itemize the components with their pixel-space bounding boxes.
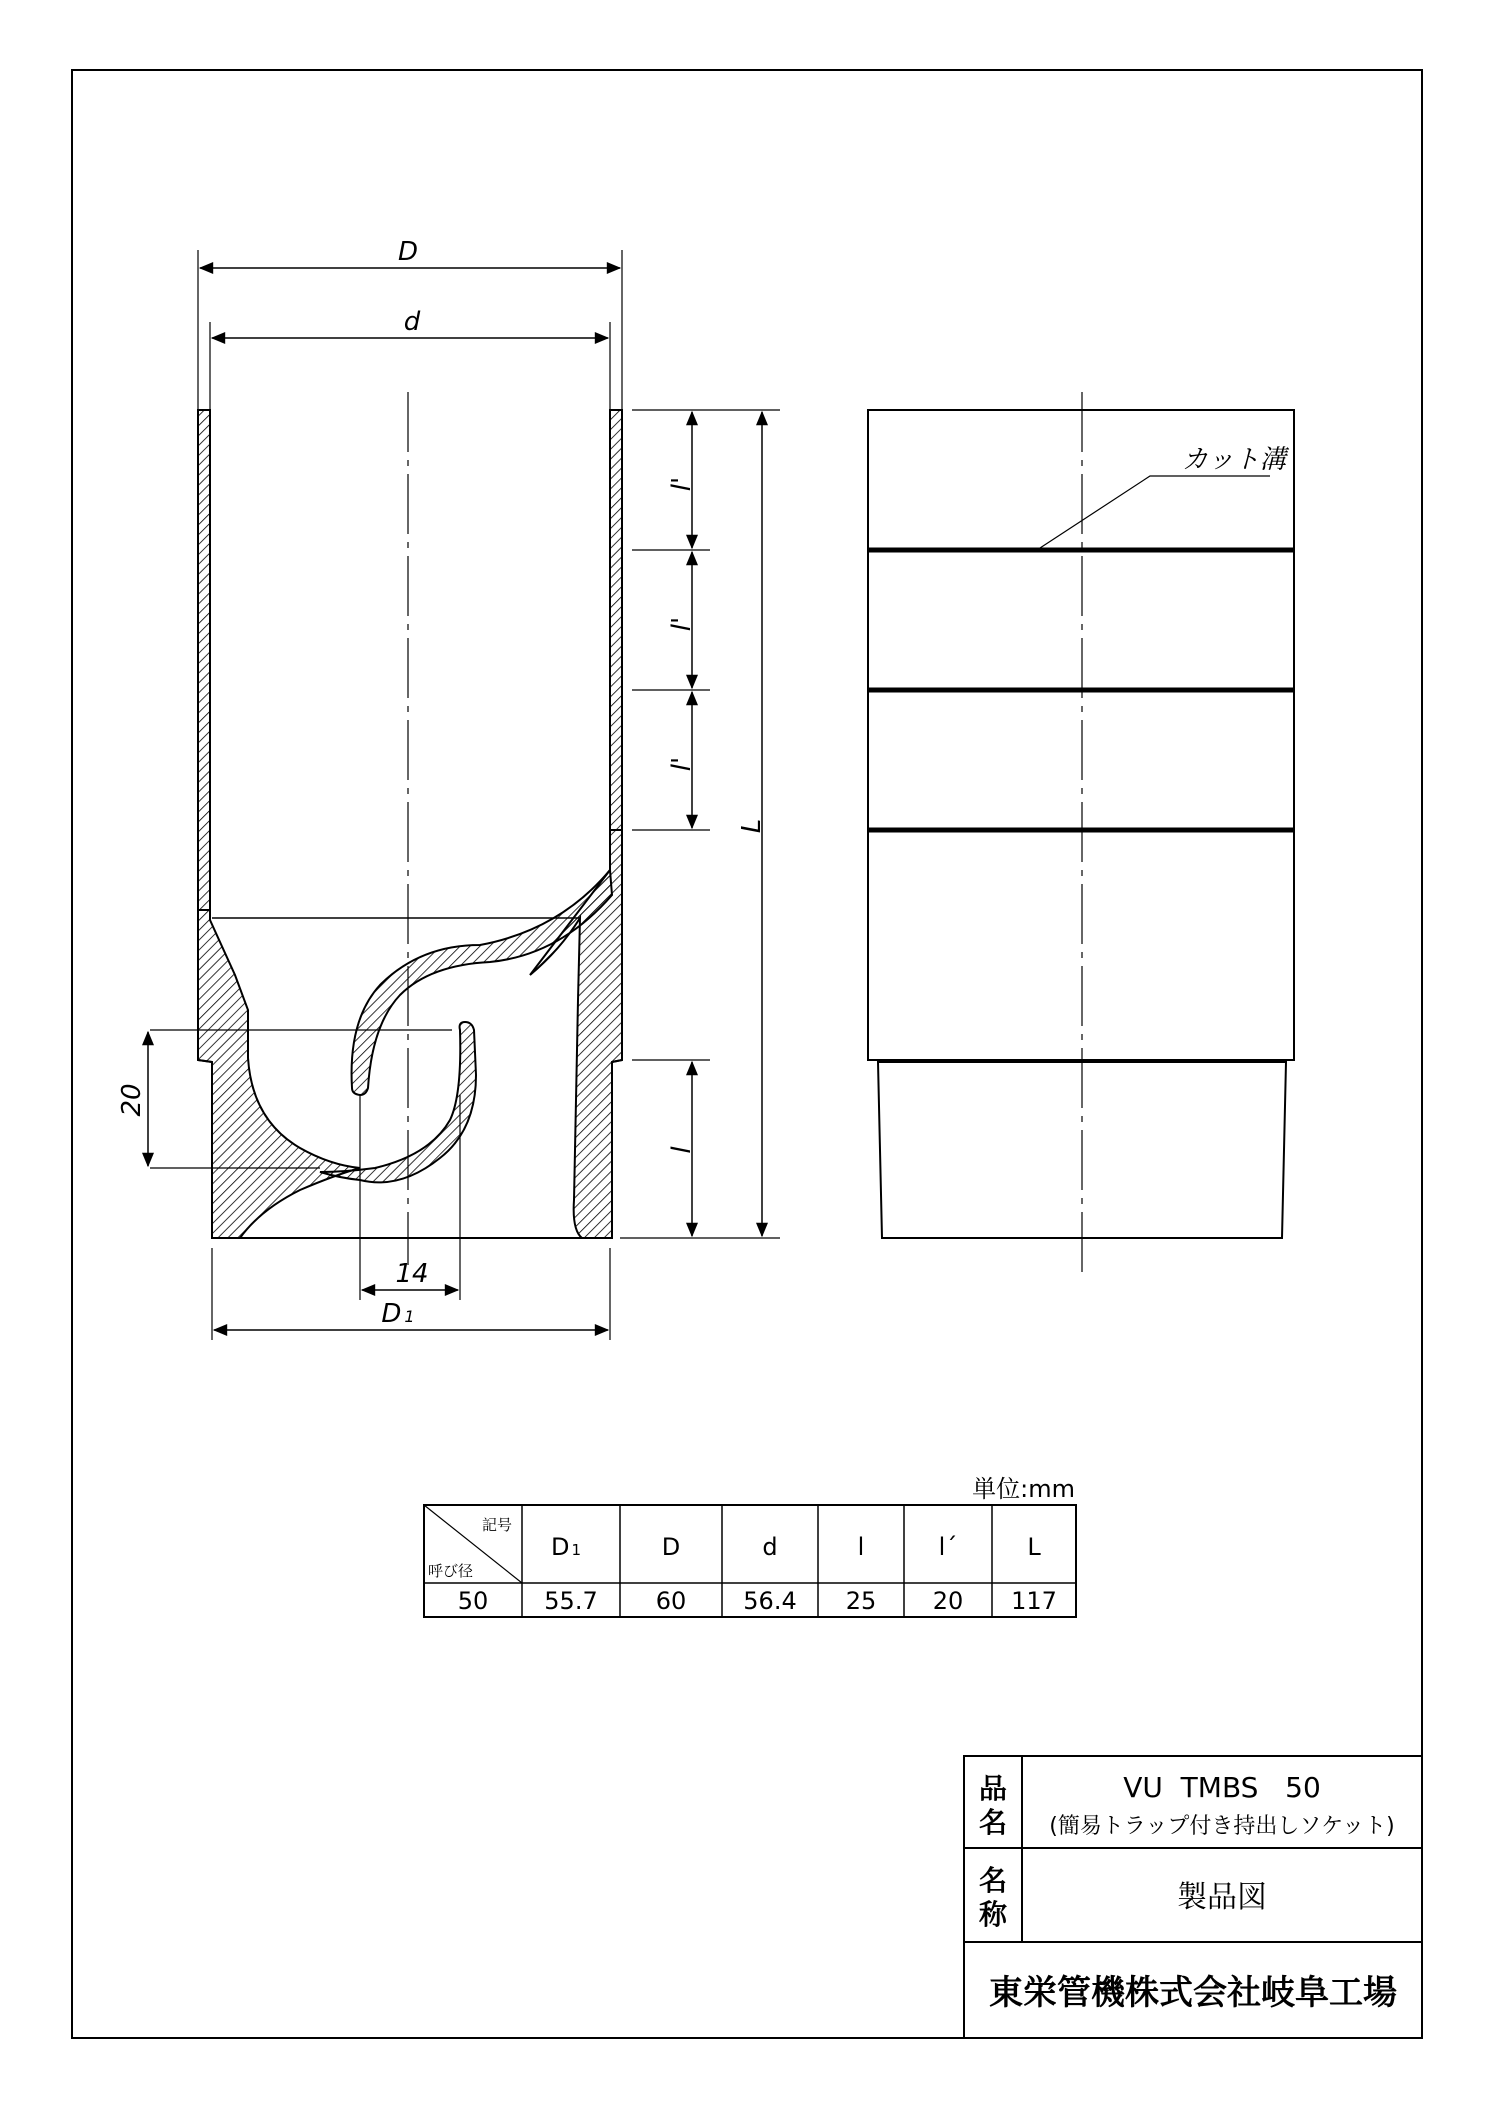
product-name: VU TMBS 50 [1123, 1771, 1321, 1804]
trap-baffle [352, 870, 612, 1095]
row-value-D1: 55.7 [544, 1587, 598, 1615]
header-D1: D 1 [550, 1533, 582, 1561]
dim-lprime1-label: l' [667, 476, 697, 492]
dim-d-label: d [403, 307, 421, 337]
header-d: d [762, 1533, 778, 1561]
trap-bowl [320, 1022, 476, 1182]
cut-groove-label: カット溝 [1182, 445, 1286, 475]
title-block [964, 1756, 1422, 2038]
header-L: L [1027, 1533, 1041, 1561]
product-label-2: 名 [978, 1806, 1008, 1839]
dim-D-label: D [397, 237, 419, 267]
dim-L-label: L [737, 818, 767, 834]
dim-20-label: 20 [117, 1083, 147, 1117]
row-nominal: 50 [457, 1587, 489, 1615]
dim-lprime3-label: l' [667, 756, 697, 772]
dim-14-label: 14 [395, 1259, 429, 1289]
row-value-D: 60 [655, 1587, 687, 1615]
dim-lprime2-label: l' [667, 616, 697, 632]
row-value-L: 117 [1011, 1587, 1057, 1615]
title-label-1: 名 [978, 1864, 1008, 1897]
row-value-d: 56.4 [743, 1587, 797, 1615]
left-wall-upper [198, 410, 210, 910]
corner-top-label: 記号 [481, 1516, 512, 1534]
header-D: D [661, 1533, 681, 1561]
external-view [868, 392, 1294, 1280]
sheet-border [72, 70, 1422, 2038]
header-l-prime: l´ [938, 1533, 958, 1561]
cut-groove-leader [1040, 476, 1270, 548]
unit-label: 単位:mm [972, 1475, 1075, 1503]
row-value-l: 25 [845, 1587, 877, 1615]
title-label-2: 称 [978, 1898, 1008, 1931]
corner-bottom-label: 呼び径 [428, 1562, 474, 1580]
dim-D1-label: D 1 [381, 1299, 415, 1329]
product-subname: (簡易トラップ付き持出しソケット) [1049, 1814, 1395, 1839]
row-value-l-prime: 20 [932, 1587, 964, 1615]
title-value: 製品図 [1177, 1880, 1267, 1915]
section-view [150, 392, 622, 1300]
right-wall-upper [610, 410, 622, 830]
left-lower-body [198, 910, 360, 1238]
header-l: l [857, 1533, 865, 1561]
company-name: 東栄管機株式会社岐阜工場 [989, 1973, 1397, 2013]
dim-l-label: l [667, 1146, 697, 1154]
product-label-1: 品 [978, 1772, 1008, 1805]
spec-table [424, 1475, 1076, 1617]
ext-body-upper [868, 410, 1294, 1060]
